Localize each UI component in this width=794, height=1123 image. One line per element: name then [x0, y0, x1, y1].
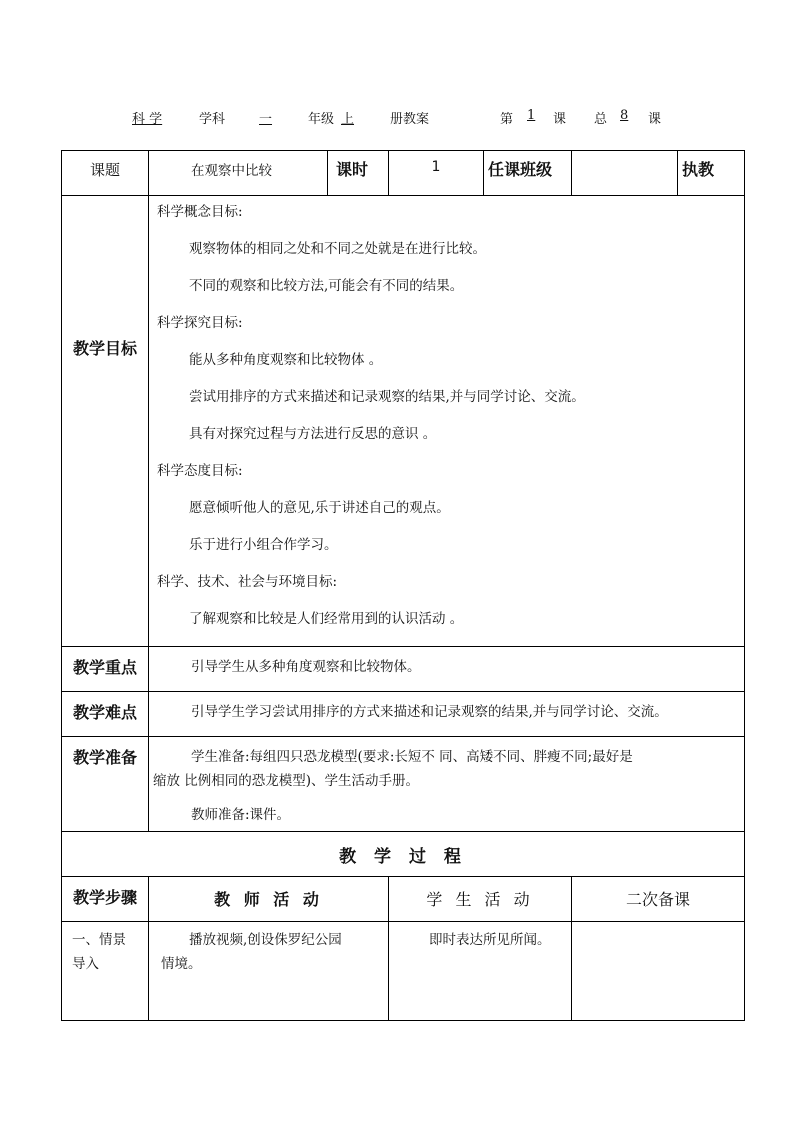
objective-heading: 科学、技术、社会与环境目标: — [157, 574, 338, 590]
lesson-header — [0, 108, 794, 128]
objective-item: 不同的观察和比较方法,可能会有不同的结果。 — [189, 278, 464, 294]
lesson-prefix: 第 — [500, 112, 514, 127]
objectives-row — [62, 196, 745, 647]
objective-item: 具有对探究过程与方法进行反思的意识 。 — [189, 426, 437, 442]
subject-value: 科 学 — [132, 112, 163, 127]
objective-item: 尝试用排序的方式来描述和记录观察的结果,并与同学讨论、交流。 — [189, 389, 585, 405]
objective-item: 乐于进行小组合作学习。 — [189, 537, 338, 553]
teacher-activity-line1: 播放视频,创设侏罗纪公园 — [189, 932, 342, 948]
objective-heading: 科学态度目标: — [157, 463, 243, 479]
class-value — [572, 151, 677, 157]
difficulties-text: 引导学生学习尝试用排序的方式来描述和记录观察的结果,并与同学讨论、交流。 — [191, 704, 668, 720]
difficulties-label: 教学难点 — [72, 703, 137, 722]
key-points-label: 教学重点 — [72, 658, 137, 677]
step-line1: 一、情景 — [72, 932, 126, 948]
step-header: 教学步骤 — [72, 888, 137, 907]
hours-label: 课时 — [336, 160, 369, 179]
objective-heading: 科学概念目标: — [157, 204, 243, 220]
total-label: 课 — [648, 112, 662, 127]
teacher-label: 执教 — [682, 160, 715, 179]
teacher-activity-line2: 情境。 — [161, 956, 202, 972]
lesson-plan-table — [61, 150, 745, 1021]
student-prep-line1: 学生准备:每组四只恐龙模型(要求:长短不 同、高矮不同、胖瘦不同;最好是 — [191, 749, 633, 765]
objectives-label: 教学目标 — [72, 339, 137, 358]
lesson-label: 课 — [553, 112, 567, 127]
total-number: 8 — [620, 108, 629, 123]
step-line2: 导入 — [72, 956, 99, 972]
key-points-row — [62, 647, 745, 692]
grade-label: 年级 — [308, 112, 335, 127]
grade-value: 一 — [259, 112, 273, 127]
key-points-text: 引导学生从多种角度观察和比较物体。 — [191, 659, 421, 675]
objective-item: 观察物体的相同之处和不同之处就是在进行比较。 — [189, 241, 486, 257]
objectives-content — [149, 196, 744, 646]
topic-value: 在观察中比较 — [191, 163, 272, 179]
objective-item: 能从多种角度观察和比较物体 。 — [189, 352, 383, 368]
difficulties-row — [62, 692, 745, 737]
student-prep-line2: 缩放 比例相同的恐龙模型)、学生活动手册。 — [153, 773, 420, 789]
preparation-row — [62, 737, 745, 832]
lesson-number: 1 — [527, 108, 536, 123]
student-activity-header: 学 生 活 动 — [426, 890, 534, 909]
topic-row — [62, 151, 745, 196]
second-prep-header: 二次备课 — [625, 890, 690, 909]
topic-label: 课题 — [89, 161, 120, 179]
process-title-row — [62, 832, 745, 877]
teacher-prep: 教师准备:课件。 — [191, 807, 291, 823]
objective-item: 了解观察和比较是人们经常用到的认识活动 。 — [189, 611, 464, 627]
objective-item: 愿意倾听他人的意见,乐于讲述自己的观点。 — [189, 500, 450, 516]
hours-value: 1 — [431, 159, 441, 175]
teacher-activity-header: 教 师 活 动 — [214, 890, 323, 909]
volume-value: 上 — [341, 112, 355, 127]
process-title: 教 学 过 程 — [339, 847, 467, 867]
preparation-label: 教学准备 — [72, 748, 137, 767]
objective-heading: 科学探究目标: — [157, 315, 243, 331]
student-activity: 即时表达所见所闻。 — [429, 932, 551, 948]
class-label: 任课班级 — [488, 160, 553, 179]
total-prefix: 总 — [594, 112, 608, 127]
volume-label: 册教案 — [390, 112, 430, 127]
subject-label: 学科 — [199, 112, 226, 127]
process-header-row — [62, 877, 745, 922]
process-row — [62, 922, 745, 1021]
